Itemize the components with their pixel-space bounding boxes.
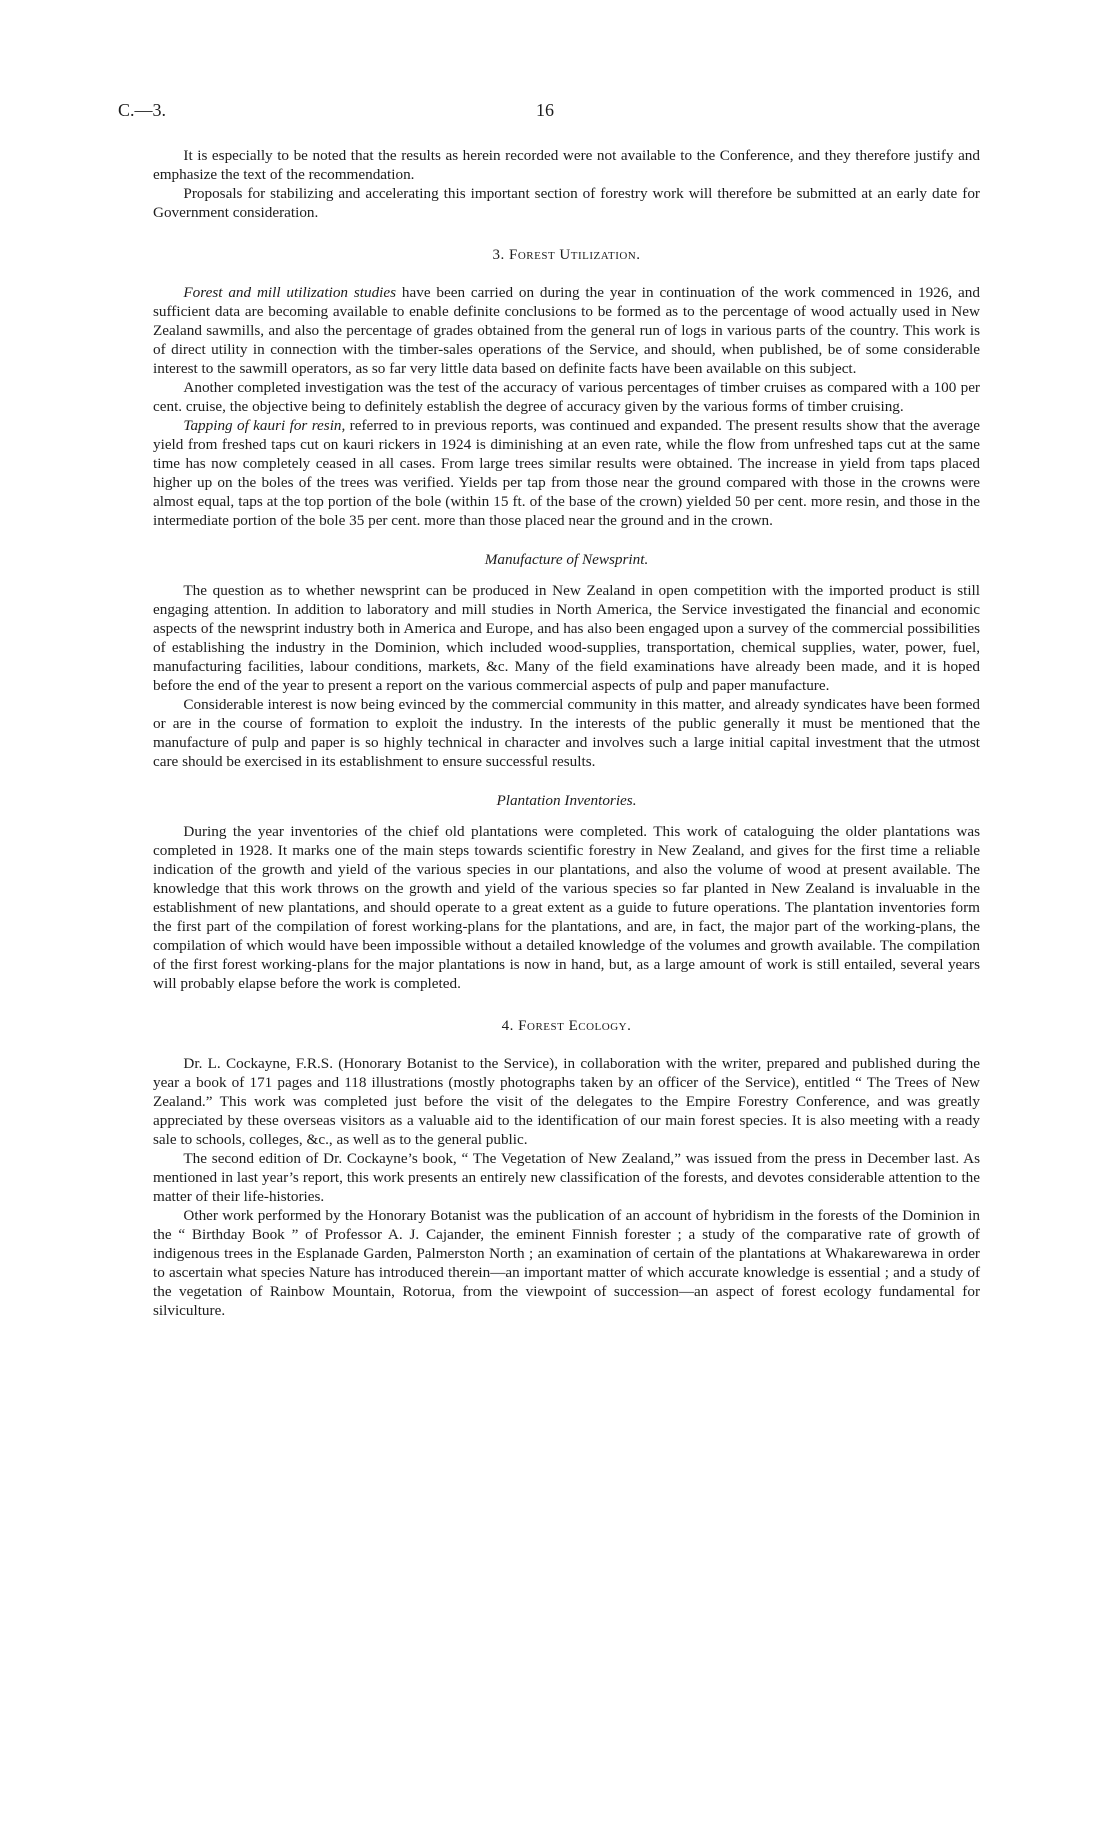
document-body bbox=[153, 146, 980, 1320]
subheading-plantation-inventories: Plantation Inventories. bbox=[496, 792, 637, 809]
utilization-paragraph-1-text: have been carried on during the year in continuation of the work commenced in 1926, and sufficient data are becoming available to enable definite conclusions to be formed as to the percentage of wood actually used in New Zealand sawmills, and also the percentage of grades obtained from the general run of logs in various parts of the country. This work is of direct utility in connection with the timber-sales operations of the Service, and should, when published, be of some considerable interest to the sawmill operators, as so far very little data based on definite facts have been available on this subject. bbox=[153, 284, 980, 377]
newsprint-paragraph-1: The question as to whether newsprint can be produced in New Zealand in open competition with the imported product is still engaging attention. In addition to laboratory and mill studies in North America, the Service investigated the financial and economic aspects of the newsprint industry both in America and Europe, and has also been engaged upon a survey of the commercial possibilities of establishing the industry in the Dominion, which included wood-supplies, transportation, chemical supplies, water, power, fuel, manufacturing facilities, labour conditions, markets, &c. Many of the field examinations have already been made, and it is hoped before the end of the year to present a report on the various commercial aspects of pulp and paper manufacture. bbox=[153, 582, 980, 694]
utilization-lead-phrase: Forest and mill utilization studies bbox=[183, 284, 397, 301]
document-reference: C.—3. bbox=[118, 100, 167, 120]
utilization-paragraph-3 bbox=[153, 416, 980, 530]
section-heading-forest-ecology: 4. Forest Ecology. bbox=[501, 1018, 632, 1034]
subheading-newsprint: Manufacture of Newsprint. bbox=[484, 551, 649, 568]
ecology-paragraph-2: The second edition of Dr. Cockayne’s book, “ The Vegetation of New Zealand,” was issued from the press in December last. As mentioned in last year’s report, this work presents an entirely new classification of the forests, and devotes considerable attention to the matter of their life-histories. bbox=[153, 1150, 980, 1205]
ecology-paragraph-3: Other work performed by the Honorary Botanist was the publication of an account of hybridism in the forests of the Dominion in the “ Birthday Book ” of Professor A. J. Cajander, the eminent Finnish forester ; a study of the comparative rate of growth of indigenous trees in the Esplanade Garden, Palmerston North ; an examination of certain of the plantations at Whakarewarewa in order to ascertain what species Nature has introduced therein—an important matter of which accurate knowledge is essential ; and a study of the vegetation of Rainbow Mountain, Rotorua, from the viewpoint of succession—an aspect of forest ecology fundamental for silviculture. bbox=[153, 1207, 980, 1319]
utilization-paragraph-1 bbox=[153, 283, 980, 378]
newsprint-paragraph-2: Considerable interest is now being evinced by the commercial community in this matter, and already syndicates have been formed or are in the course of formation to exploit the industry. In the interests of the public generally it must be mentioned that the manufacture of pulp and paper is so highly technical in character and involves such a large initial capital investment that the utmost care should be exercised in its establishment to ensure successful results. bbox=[153, 696, 980, 770]
kauri-lead-phrase: Tapping of kauri for resin, bbox=[183, 417, 346, 434]
ecology-paragraph-1: Dr. L. Cockayne, F.R.S. (Honorary Botanist to the Service), in collaboration with the writer, prepared and published during the year a book of 171 pages and 118 illustrations (mostly photographs taken by an officer of the Service), entitled “ The Trees of New Zealand.” This work was completed just before the visit of the delegates to the Empire Forestry Conference, and was greatly appreciated by these overseas visitors as a valuable aid to the identification of our main forest species. It is also meeting with a ready sale to schools, colleges, &c., as well as to the general public. bbox=[153, 1055, 980, 1148]
plantation-paragraph-1: During the year inventories of the chief old plantations were completed. This work of cataloguing the older plantations was completed in 1928. It marks one of the main steps towards scientific forestry in New Zealand, and gives for the first time a reliable indication of the growth and yield of the various species in our plantations, and also the volume of wood at present available. The knowledge that this work throws on the growth and yield of the various species so far planted in New Zealand is invaluable in the establishment of new plantations, and should operate to a great extent as a guide to future operations. The plantation inventories form the first part of the compilation of forest working-plans for the plantations, and are, in fact, the major part of the working-plans, the compilation of which would have been impossible without a detailed knowledge of the volumes and growth available. The compilation of the first forest working-plans for the major plantations is now in hand, but, as a large amount of work is still entailed, several years will probably elapse before the work is completed. bbox=[153, 823, 980, 992]
page-number: 16 bbox=[536, 100, 554, 120]
section-heading-forest-utilization: 3. Forest Utilization. bbox=[492, 247, 641, 263]
utilization-paragraph-3-text: referred to in previous reports, was continued and expanded. The present results show that the average yield from freshed taps cut on kauri rickers in 1924 is diminishing at an even rate, while the flow from unfreshed taps cut at the same time has now completely ceased in all cases. From large trees similar results were obtained. The increase in yield from taps placed higher up on the boles of the trees was verified. Yields per tap from those near the ground compared with those in the crowns were almost equal, taps at the top portion of the bole (within 15 ft. of the base of the crown) yielded 50 per cent. more resin, and those in the intermediate portion of the bole 35 per cent. more than those placed near the ground and in the crown. bbox=[153, 417, 980, 529]
running-head bbox=[118, 100, 988, 130]
intro-paragraph-2: Proposals for stabilizing and accelerating this important section of forestry work will therefore be submitted at an early date for Government consideration. bbox=[153, 185, 980, 221]
utilization-paragraph-2: Another completed investigation was the test of the accuracy of various percentages of timber cruises as compared with a 100 per cent. cruise, the objective being to definitely establish the degree of accuracy given by the various forms of timber cruising. bbox=[153, 379, 980, 415]
intro-paragraph-1: It is especially to be noted that the results as herein recorded were not available to the Conference, and they therefore justify and emphasize the text of the recommendation. bbox=[153, 147, 980, 183]
